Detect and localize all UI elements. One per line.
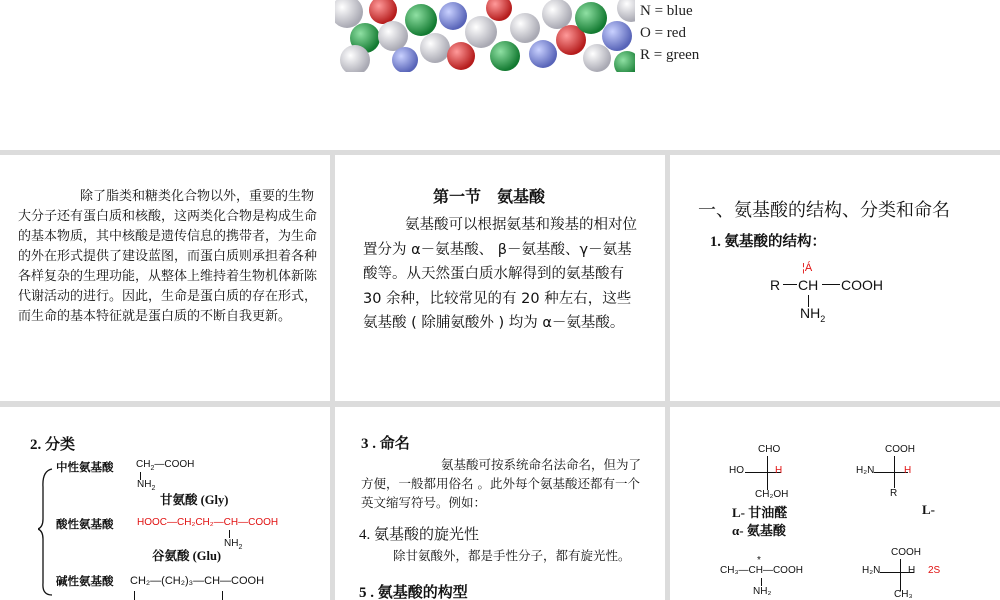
chiral-star: * — [757, 555, 761, 566]
slide-naming — [335, 407, 665, 600]
glutamic-acid-nh2: $NH_2$ — [224, 538, 243, 551]
bond-line — [761, 578, 762, 586]
fischer-bottom: CH₂OH — [755, 489, 789, 500]
ch-label: CH — [798, 277, 819, 293]
fischer-left: H₂N — [856, 465, 875, 476]
bond-line — [783, 284, 797, 285]
optical-activity-heading: 4. 氨基酸的旋光性 — [359, 527, 480, 543]
fischer-left: H₂N — [862, 565, 881, 576]
alanine-fischer-projection — [858, 545, 968, 600]
alanine-formula — [720, 555, 840, 600]
r-group-label: R — [770, 277, 781, 293]
glycine-nh2: $NH_2$ — [137, 479, 156, 492]
alanine-chain: CH₃—CH—COOH — [720, 565, 803, 576]
amino-acid-fischer-projection — [852, 442, 942, 502]
intro-paragraph: 除了脂类和糖类化合物以外，重要的生物大分子还有蛋白质和核酸，这两类化合物是构成生命的基本物质，其中核酸是遗传信息的携带者，为生命的外在形式提供了建设蓝图，而蛋白质则承担着各种各样复杂的生理功能，从整体上维持着生物机体新陈代谢活动的进行。因此，生命是蛋白质的存在形式，而生命的基本特征就是蛋白质的不断自我更新。 — [18, 189, 318, 324]
legend-oxygen: O = red — [640, 25, 686, 41]
nh2-label: $NH_2$ — [800, 305, 826, 324]
bond-line — [874, 472, 908, 473]
fischer-top: COOH — [891, 547, 921, 558]
legend-r-group: R = green — [640, 47, 700, 63]
optical-activity-paragraph: 除甘氨酸外，都是手性分子，都有旋光性。 — [393, 548, 631, 563]
glycine-formula: $CH_2—COOH$ — [136, 459, 195, 472]
cooh-label: COOH — [841, 277, 883, 293]
fischer-bottom: R — [890, 488, 898, 499]
fischer-right: H — [904, 465, 912, 476]
l-glyceraldehyde-label: L- 甘油醛 — [732, 505, 788, 520]
bond-line — [822, 284, 840, 285]
alpha-amino-acid-label: α- 氨基酸 — [732, 523, 786, 538]
classification-heading: 2. 分类 — [30, 437, 76, 453]
config-tag: 2S — [928, 565, 941, 576]
fischer-right: H — [908, 565, 916, 576]
bond-line — [222, 591, 223, 600]
slide-amino-acid-section — [335, 155, 665, 401]
molecule-model-image — [335, 0, 635, 72]
naming-heading: 3 . 命名 — [361, 436, 410, 452]
slide-classification — [0, 407, 330, 600]
section-heading: 第一节 氨基酸 — [433, 189, 546, 206]
glutamic-acid-formula: HOOC—CH₂CH₂—CH—COOH — [137, 517, 279, 528]
basic-label: 碱性氨基酸 — [56, 574, 114, 588]
fischer-top: CHO — [758, 444, 781, 455]
bond-line — [900, 559, 901, 591]
glyceraldehyde-fischer-projection — [725, 442, 815, 502]
configuration-heading: 5 . 氨基酸的构型 — [359, 585, 468, 600]
slide-intro — [0, 155, 330, 401]
bond-line — [767, 456, 768, 490]
alanine-nh2: NH₂ — [753, 586, 772, 597]
acidic-label: 酸性氨基酸 — [56, 517, 114, 531]
naming-paragraph: 氨基酸可按系统命名法命名，但为了方便，一般都用俗名 。此外每个氨基酸还都有一个英文缩写符号。例如： — [361, 457, 642, 510]
alpha-carbon-marker: ¦Á — [802, 262, 813, 274]
glutamic-acid-name: 谷氨酸 (Glu) — [152, 549, 222, 563]
slide-configuration — [670, 407, 1000, 600]
neutral-label: 中性氨基酸 — [56, 460, 114, 474]
bond-line — [229, 530, 230, 538]
l-label: L- — [922, 502, 935, 517]
color-legend — [640, 0, 699, 66]
fischer-left: HO — [729, 465, 744, 476]
glycine-name: 甘氨酸 (Gly) — [160, 493, 229, 507]
bond-line — [134, 591, 135, 600]
structure-subheading: 1. 氨基酸的结构： — [710, 234, 826, 250]
fischer-bottom: CH₃ — [894, 589, 913, 600]
structure-heading: 一、氨基酸的结构、分类和命名 — [698, 200, 950, 220]
amino-acid-structure-formula — [770, 255, 910, 330]
lysine-formula: CH₂—(CH₂)₃—CH—COOH — [130, 575, 265, 587]
fischer-right: H — [775, 465, 783, 476]
fischer-top: COOH — [885, 444, 915, 455]
slide-structure — [670, 155, 1000, 401]
classification-brace — [38, 467, 54, 597]
legend-nitrogen: N = blue — [640, 3, 693, 19]
section-paragraph: 氨基酸可以根据氨基和羧基的相对位置分为 α－氨基酸、 β－氨基酸、γ－氨基酸等。从天然蛋白质水解得到的氨基酸有 30 余种，比较常见的有 20 种左右，这些氨基酸 ( 除脯氨酸外 ) 均为 α－氨基酸。 — [363, 217, 637, 331]
